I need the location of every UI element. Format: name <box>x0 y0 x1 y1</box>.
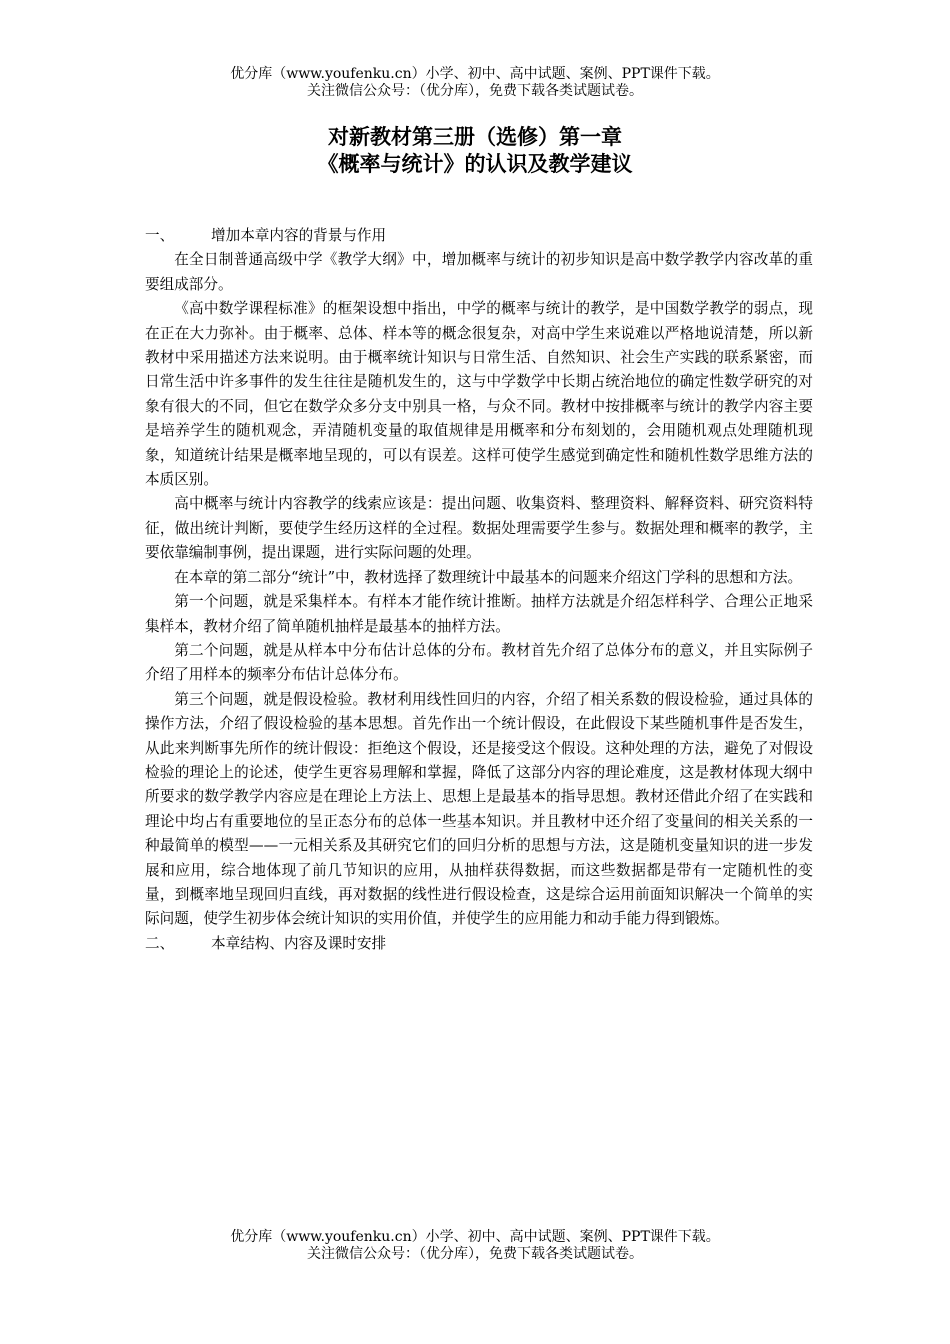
paragraph-7: 第三个问题，就是假设检验。教材利用线性回归的内容，介绍了相关系数的假设检验，通过具体的操作方法，介绍了假设检验的基本思想。首先作出一个统计假设，在此假设下某些随机事件是否发生，从此来判断事先所作的统计假设：拒绝这个假设，还是接受这个假设。这种处理的方法，避免了对假设检验的理论上的论述，使学生更容易理解和掌握，降低了这部分内容的理论难度，这是教材体现大纲中所要求的数学教学内容应是在理论上方法上、思想上是最基本的指导思想。教材还借此介绍了在实践和理论中均占有重要地位的呈正态分布的总体一些基本知识。并且教材中还介绍了变量间的相关关系的一种最简单的模型——一元相关系及其研究它们的回归分析的思想与方法，这是随机变量知识的进一步发展和应用，综合地体现了前几节知识的应用，从抽样获得数据，而这些数据都是带有一定随机性的变量，到概率地呈现回归直线，再对数据的线性进行假设检查，这是综合运用前面知识解决一个简单的实际问题，使学生初步体会统计知识的实用价值，并使学生的应用能力和动手能力得到锻炼。 <box>145 690 813 928</box>
page-header <box>0 66 950 100</box>
paragraph-4: 在本章的第二部分“统计”中，教材选择了数理统计中最基本的问题来介绍这门学科的思想和方法。 <box>174 568 803 586</box>
title-line-2: 《概率与统计》的认识及教学建议 <box>317 152 633 176</box>
section-heading-2 <box>145 932 813 956</box>
section-heading-1 <box>145 224 813 248</box>
footer-line-1: 优分库（www.youfenku.cn）小学、初中、高中试题、案例、PPT课件下载。 <box>230 1229 720 1245</box>
section-number-1: 一、 <box>145 227 175 244</box>
header-line-2: 关注微信公众号：（优分库），免费下载各类试题试卷。 <box>307 83 643 99</box>
title-line-1: 对新教材第三册（选修）第一章 <box>328 125 622 149</box>
section-title-1: 增加本章内容的背景与作用 <box>211 227 387 244</box>
paragraph-2: 《高中数学课程标准》的框架设想中指出，中学的概率与统计的教学，是中国数学教学的弱点，现在正在大力弥补。由于概率、总体、样本等的概念很复杂，对高中学生来说难以严格地说清楚，所以新教材中采用描述方法来说明。由于概率统计知识与日常生活、自然知识、社会生产实践的联系紧密，而日常生活中许多事件的发生往往是随机发生的，这与中学数学中长期占统治地位的确定性数学研究的对象有很大的不同，但它在数学众多分支中别具一格，与众不同。教材中按排概率与统计的教学内容主要是培养学生的随机观念，弄清随机变量的取值规律是用概率和分布刻划的，会用随机观点处理随机现象，知道统计结果是概率地呈现的，可以有误差。这样可使学生感觉到确定性和随机性数学思维方法的本质区别。 <box>145 300 813 489</box>
document-title <box>0 124 950 178</box>
section-title-2: 本章结构、内容及课时安排 <box>211 934 387 952</box>
paragraph-1: 在全日制普通高级中学《教学大纲》中，增加概率与统计的初步知识是高中数学教学内容改革的重要组成部分。 <box>145 251 813 293</box>
paragraph-5: 第一个问题，就是采集样本。有样本才能作统计推断。抽样方法就是介绍怎样科学、合理公正地采集样本，教材介绍了简单随机抽样是最基本的抽样方法。 <box>145 593 813 635</box>
paragraph-6: 第二个问题，就是从样本中分布估计总体的分布。教材首先介绍了总体分布的意义，并且实际例子介绍了用样本的频率分布估计总体分布。 <box>145 641 813 684</box>
document-body <box>145 224 813 956</box>
page-footer <box>0 1229 950 1263</box>
header-line-1: 优分库（www.youfenku.cn）小学、初中、高中试题、案例、PPT课件下载。 <box>230 66 720 82</box>
section-number-2: 二、 <box>145 934 175 952</box>
paragraph-3: 高中概率与统计内容教学的线索应该是：提出问题、收集资料、整理资料、解释资料、研究资料特征，做出统计判断，要使学生经历这样的全过程。数据处理需要学生参与。数据处理和概率的教学，主要依靠编制事例，提出课题，进行实际问题的处理。 <box>145 495 813 562</box>
footer-line-2: 关注微信公众号：（优分库），免费下载各类试题试卷。 <box>307 1246 643 1262</box>
